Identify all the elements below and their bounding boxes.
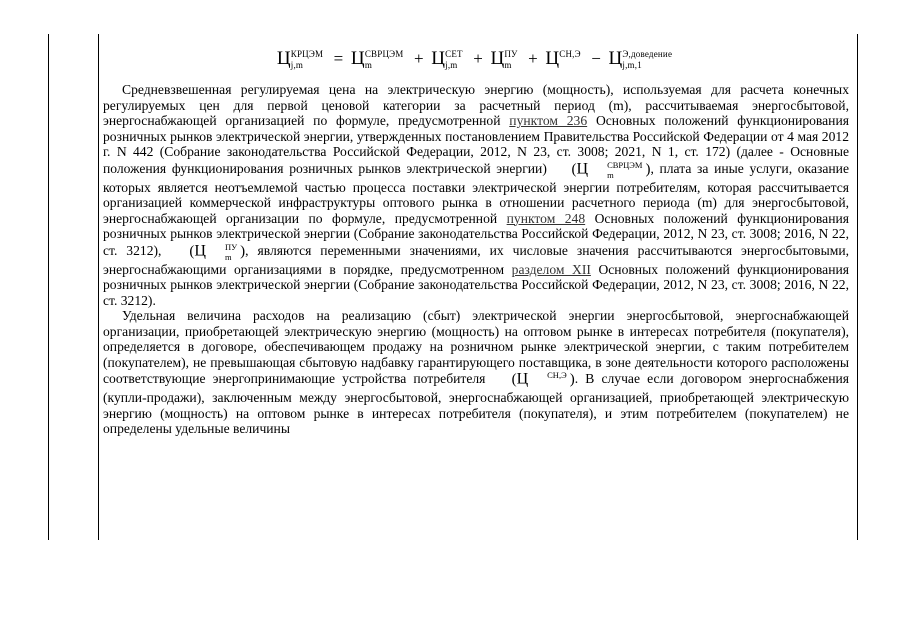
symbol-pu-base: Ц: [194, 241, 206, 259]
symbol-pu: (Ц ПУ m ): [189, 241, 246, 262]
para1-text-d: Основных положений функционирования розничных рынков электрической энергии (Собрание законодательства Российской Федерации, 2012, N 23, ст. 3008; 2016, N 22, ст. 3212),: [103, 210, 850, 258]
formula-t4-base: Ц: [545, 48, 560, 69]
formula-t3-sup: ПУ: [504, 49, 518, 60]
formula-t2-sub: j,m: [445, 60, 458, 71]
para1-text-f: Основных положений функционирования розничных рынков электрической энергии (Собрание законодательства Российской Федерации, 2012, N 23, ст. 3008; 2016, N 22, ст. 3212).: [103, 261, 849, 308]
symbol-pu-sub: m: [224, 251, 232, 262]
link-section-xii[interactable]: разделом XII: [511, 261, 591, 277]
link-point-248[interactable]: пунктом 248: [506, 210, 586, 226]
formula-lhs-indices: [291, 49, 323, 71]
formula-op3: +: [528, 49, 538, 68]
table-border-left: [48, 34, 49, 540]
symbol-pu-indices: [206, 242, 237, 262]
symbol-sn-e: (Ц СН,Э ): [493, 370, 575, 390]
para2-text-b: . В случае если договором энергоснабжения (купли-продажи), заключенным между энергосбытовой, энергоснабжающей организацией, приобретающей электрическую энергию (мощность) на оптовом рынке в интересах потребителя (покупателя), и этим потребителем (покупателем) не определены удельные величины: [103, 371, 849, 436]
price-formula: [103, 36, 849, 82]
formula-t4-indices: [559, 49, 581, 71]
symbol-svrcem-sup: СВРЦЭМ: [607, 159, 643, 170]
symbol-sn-e-indices: [528, 370, 567, 390]
symbol-svrcem: (Ц СВРЦЭМ m ): [571, 159, 651, 180]
formula-t1-base: Ц: [350, 48, 365, 69]
para1-text-e: , являются переменными значениями, их числовые значения рассчитываются энергосбытовыми, энергоснабжающими организациями в порядке, предусмотренном: [103, 242, 849, 277]
formula-t1-sub: m: [364, 60, 373, 71]
para2-text-a: Удельная величина расходов на реализацию (сбыт) электрической энергии энергосбытовой, энергоснабжающей организации, приобретающей электрическую энергию (мощность) на оптовом рынке в интересах потребителя (покупателя), определяется в договоре, обеспечивающем продажу на розничном рынке электрической энергии, с таким потребителем (покупателем), не превышающая сбытовую надбавку гарантирующего поставщика, в зоне деятельности которого расположены соответствующие энергопринимающие устройства потребителя: [103, 308, 849, 387]
symbol-sn-e-sub: [528, 380, 567, 390]
para1-text-a: Средневзвешенная регулируемая цена на электрическую энергию (мощность), используемая для расчета конечных регулируемых цен для первой ценовой категории за расчетный период (m), рассчитываемая энергосбытовой, энергоснабжающей организацией по формуле, предусмотренной: [103, 82, 849, 128]
formula-t5-base: Ц: [608, 48, 623, 69]
paragraph-unit-costs: [103, 308, 849, 437]
formula-t3-sub: m: [504, 60, 512, 71]
table-border-middle: [98, 34, 99, 540]
symbol-pu-sup: ПУ: [224, 241, 238, 252]
link-point-236[interactable]: пунктом 236: [509, 113, 588, 128]
formula-t4-sub: [559, 60, 581, 71]
formula-lhs-base: Ц: [276, 48, 291, 69]
symbol-svrcem-indices: [588, 160, 642, 180]
symbol-sn-e-sup: СН,Э: [547, 370, 567, 380]
formula-t1-indices: [365, 49, 404, 71]
formula-op1: +: [413, 49, 424, 68]
symbol-svrcem-sub: m: [607, 169, 614, 180]
formula-t3-base: Ц: [490, 48, 505, 69]
formula-t5-sub: j,m,1: [622, 60, 642, 71]
formula-op4: −: [591, 49, 602, 68]
formula-t3-indices: [504, 49, 517, 71]
table-border-right: [857, 34, 858, 540]
formula-lhs-sup: КРЦЭМ: [290, 49, 324, 60]
formula-t5-sup: Э,доведение: [622, 49, 673, 60]
formula-eq: =: [333, 49, 344, 68]
table-cell-content: [103, 36, 849, 437]
para1-text-c: , плата за иные услуги, оказание которых является неотъемлемой частью процесса поставки электрической энергии потребителям, которая рассчитывается организацией коммерческой инфраструктуры оптового рынка в отношении расчетного периода (m) для энергосбытовой, энергоснабжающей организации по формуле, предусмотренной: [103, 160, 849, 226]
formula-t2-sup: СЕТ: [445, 49, 463, 60]
para1-text-b: Основных положений функционирования розничных рынков электрической энергии, утвержденных постановлением Правительства Российской Федерации от 4 мая 2012 г. N 442 (Собрание законодательства Российской Федерации, 2012, N 23, ст. 3008; 2021, N 1, ст. 172) (далее - Основные положения функционирования розничных рынков электрической энергии): [103, 113, 849, 176]
formula-t1-sup: СВРЦЭМ: [364, 49, 404, 60]
formula-t5-indices: [622, 49, 672, 71]
symbol-sn-e-base: Ц: [516, 370, 529, 388]
symbol-svrcem-base: Ц: [576, 159, 589, 177]
paragraph-weighted-price: [103, 82, 849, 308]
formula-lhs-sub: j,m: [290, 60, 304, 71]
formula-t4-sup: СН,Э: [559, 49, 581, 60]
formula-op2: +: [473, 49, 483, 68]
formula-t2-indices: [445, 49, 463, 71]
formula-t2-base: Ц: [431, 48, 446, 69]
